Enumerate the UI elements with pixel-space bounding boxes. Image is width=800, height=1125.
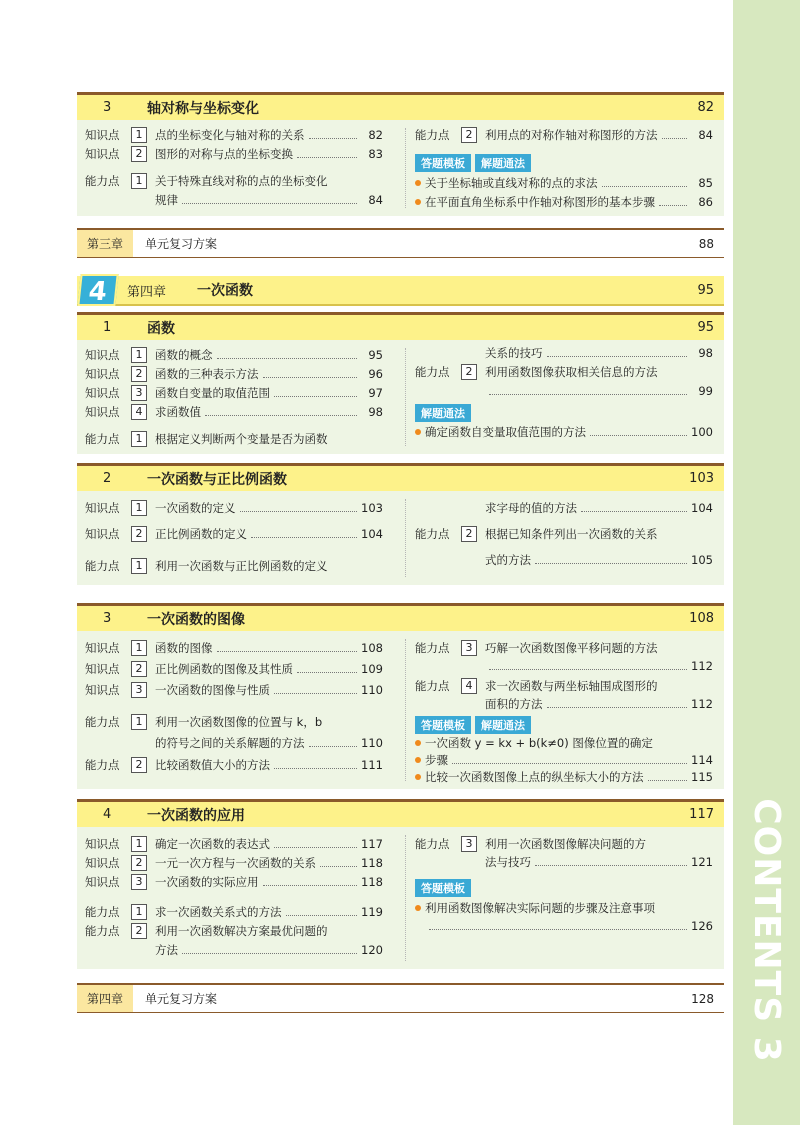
- method-badge: 解题通法: [475, 154, 531, 172]
- entry-page: 100: [691, 425, 713, 439]
- entry-number: 2: [131, 366, 147, 382]
- bullet-icon: [415, 905, 421, 911]
- entry-number: 1: [131, 347, 147, 363]
- leader-dots: [489, 394, 687, 395]
- entry-title: 点的坐标变化与轴对称的关系: [155, 128, 305, 142]
- leader-dots: [535, 865, 687, 866]
- chapter-label: 第三章: [77, 230, 133, 257]
- entry-type: 能力点: [85, 174, 120, 188]
- entry-type: 能力点: [415, 679, 450, 693]
- leader-dots: [217, 651, 358, 652]
- section-number: 2: [103, 471, 112, 486]
- bullet-icon: [415, 180, 421, 186]
- entry-title: 巧解一次函数图像平移问题的方法: [485, 641, 658, 655]
- entry-page: 111: [361, 758, 383, 772]
- leader-dots: [452, 763, 687, 764]
- section-page: 95: [697, 320, 714, 335]
- entry-page: 98: [698, 346, 713, 360]
- entry-type: 知识点: [85, 348, 120, 362]
- entry-type: 能力点: [415, 365, 450, 379]
- entry-title: 利用一次函数图像的位置与 k，b: [155, 715, 323, 729]
- entry-title: 一次函数 y = kx + b(k≠0) 图像位置的确定: [425, 736, 653, 750]
- entry-title: 步骤: [425, 753, 448, 767]
- entry-page: 85: [698, 176, 713, 190]
- entry-page: 110: [361, 736, 383, 750]
- entry-page: 104: [361, 527, 383, 541]
- entry-type: 能力点: [415, 527, 450, 541]
- leader-dots: [182, 203, 357, 204]
- leader-dots: [205, 415, 357, 416]
- bullet-icon: [415, 740, 421, 746]
- leader-dots: [581, 511, 687, 512]
- entry-page: 112: [691, 697, 713, 711]
- section-number: 3: [103, 100, 112, 115]
- contents-entry[interactable]: [85, 172, 383, 190]
- entry-type: 知识点: [85, 128, 120, 142]
- entry-title: 式的方法: [485, 553, 531, 567]
- entry-page: 119: [361, 905, 383, 919]
- contents-entry[interactable]: [415, 657, 713, 675]
- entry-number: 3: [131, 874, 147, 890]
- entry-page: 95: [368, 348, 383, 362]
- entry-page: 108: [361, 641, 383, 655]
- method-badges: [415, 404, 475, 422]
- entry-title: 利用一次函数解决方案最优问题的: [155, 924, 328, 938]
- entry-number: 1: [131, 714, 147, 730]
- entry-type: 知识点: [85, 501, 120, 515]
- contents-entry[interactable]: [85, 922, 383, 940]
- leader-dots: [263, 885, 358, 886]
- contents-entry[interactable]: [85, 681, 383, 699]
- contents-entry[interactable]: [85, 639, 383, 657]
- method-entry[interactable]: [415, 899, 713, 917]
- contents-entry[interactable]: [415, 126, 713, 144]
- entry-page: 120: [361, 943, 383, 957]
- section-title: 一次函数的图像: [147, 611, 245, 628]
- entry-title: 正比例函数的定义: [155, 527, 247, 541]
- contents-entry[interactable]: [85, 660, 383, 678]
- column-divider: [405, 348, 406, 446]
- section-page: 117: [689, 807, 714, 822]
- section-page: 108: [689, 611, 714, 626]
- entry-type: 知识点: [85, 837, 120, 851]
- section-body: [77, 120, 724, 216]
- section-header[interactable]: [77, 312, 724, 340]
- leader-dots: [659, 205, 687, 206]
- entry-type: 能力点: [85, 924, 120, 938]
- entry-type: 能力点: [85, 715, 120, 729]
- chapter-label: 第四章: [127, 284, 167, 300]
- leader-dots: [297, 672, 357, 673]
- entry-page: 117: [361, 837, 383, 851]
- entry-type: 知识点: [85, 527, 120, 541]
- method-badge: 解题通法: [415, 404, 471, 422]
- section-number: 1: [103, 320, 112, 335]
- contents-entry[interactable]: [415, 853, 713, 871]
- entry-title: 根据定义判断两个变量是否为函数: [155, 432, 328, 446]
- entry-page: 98: [368, 405, 383, 419]
- contents-entry[interactable]: [85, 557, 383, 575]
- section-header[interactable]: [77, 463, 724, 491]
- entry-number: 2: [131, 757, 147, 773]
- chapter-label: 第四章: [77, 985, 133, 1012]
- column-divider: [405, 835, 406, 961]
- leader-dots: [602, 186, 688, 187]
- leader-dots: [182, 953, 357, 954]
- entry-number: 1: [131, 500, 147, 516]
- entry-page: 103: [361, 501, 383, 515]
- method-entry[interactable]: [415, 423, 713, 441]
- column-divider: [405, 128, 406, 208]
- entry-title: 规律: [155, 193, 178, 207]
- chapter-number-badge: 4: [77, 274, 118, 306]
- method-entry[interactable]: [415, 751, 713, 769]
- contents-entry[interactable]: [85, 145, 383, 163]
- entry-type: 知识点: [85, 875, 120, 889]
- contents-entry[interactable]: [415, 835, 713, 853]
- entry-title: 求一次函数与两坐标轴围成图形的: [485, 679, 658, 693]
- entry-page: 83: [368, 147, 383, 161]
- contents-entry[interactable]: [415, 525, 713, 543]
- entry-page: 97: [368, 386, 383, 400]
- leader-dots: [320, 866, 357, 867]
- contents-entry[interactable]: [415, 551, 713, 569]
- entry-title: 确定一次函数的表达式: [155, 837, 270, 851]
- contents-entry[interactable]: [415, 382, 713, 400]
- leader-dots: [489, 669, 687, 670]
- leader-dots: [240, 511, 358, 512]
- entry-title: 一次函数的实际应用: [155, 875, 259, 889]
- chapter-review-entry[interactable]: [77, 983, 724, 1013]
- contents-entry[interactable]: [415, 695, 713, 713]
- leader-dots: [547, 356, 688, 357]
- leader-dots: [217, 358, 358, 359]
- entry-type: 能力点: [85, 432, 120, 446]
- contents-entry[interactable]: [85, 346, 383, 364]
- entry-title: 一次函数的定义: [155, 501, 236, 515]
- column-divider: [405, 499, 406, 577]
- contents-entry[interactable]: [85, 126, 383, 144]
- entry-title: 的符号之间的关系解题的方法: [155, 736, 305, 750]
- leader-dots: [535, 563, 687, 564]
- contents-text: CONTENTS 3: [745, 798, 787, 1063]
- section-title: 函数: [147, 320, 175, 337]
- entry-type: 知识点: [85, 367, 120, 381]
- contents-side-label: [736, 798, 796, 1063]
- entry-page: 126: [691, 919, 713, 933]
- leader-dots: [309, 746, 358, 747]
- section-body: [77, 491, 724, 585]
- entry-title: 函数的图像: [155, 641, 213, 655]
- entry-title: 利用一次函数与正比例函数的定义: [155, 559, 328, 573]
- entry-type: 知识点: [85, 662, 120, 676]
- entry-title: 法与技巧: [485, 855, 531, 869]
- entry-title: 关于坐标轴或直线对称的点的求法: [425, 176, 598, 190]
- contents-entry[interactable]: [85, 430, 383, 448]
- section-page: 82: [697, 100, 714, 115]
- entry-number: 2: [131, 526, 147, 542]
- entry-page: 104: [691, 501, 713, 515]
- contents-entry[interactable]: [85, 191, 383, 209]
- entry-title: 正比例函数的图像及其性质: [155, 662, 293, 676]
- entry-type: 知识点: [85, 147, 120, 161]
- entry-number: 4: [461, 678, 477, 694]
- entry-number: 2: [461, 364, 477, 380]
- contents-entry[interactable]: [85, 941, 383, 959]
- method-entry[interactable]: [415, 734, 713, 752]
- entry-type: 知识点: [85, 641, 120, 655]
- bullet-icon: [415, 774, 421, 780]
- column-divider: [405, 639, 406, 781]
- chapter-page: 95: [697, 282, 714, 298]
- chapter-review-page: 88: [698, 236, 714, 251]
- entry-title: 求函数值: [155, 405, 201, 419]
- entry-type: 能力点: [85, 559, 120, 573]
- contents-entry[interactable]: [415, 499, 713, 517]
- entry-title: 关系的技巧: [485, 346, 543, 360]
- entry-title: 函数自变量的取值范围: [155, 386, 270, 400]
- entry-number: 3: [131, 385, 147, 401]
- section-header[interactable]: [77, 92, 724, 120]
- entry-title: 关于特殊直线对称的点的坐标变化: [155, 174, 328, 188]
- entry-page: 115: [691, 770, 713, 784]
- entry-type: 知识点: [85, 856, 120, 870]
- leader-dots: [274, 768, 357, 769]
- chapter-review-title: 单元复习方案: [145, 992, 218, 1006]
- entry-title: 比较函数值大小的方法: [155, 758, 270, 772]
- leader-dots: [662, 138, 688, 139]
- entry-title: 利用点的对称作轴对称图形的方法: [485, 128, 658, 142]
- entry-page: 118: [361, 875, 383, 889]
- entry-page: 96: [368, 367, 383, 381]
- entry-number: 2: [131, 146, 147, 162]
- entry-number: 2: [461, 127, 477, 143]
- entry-title: 利用一次函数图像解决问题的方: [485, 837, 646, 851]
- leader-dots: [251, 537, 357, 538]
- contents-entry[interactable]: [415, 344, 713, 362]
- leader-dots: [547, 707, 688, 708]
- leader-dots: [274, 847, 357, 848]
- section-header[interactable]: [77, 603, 724, 631]
- entry-type: 能力点: [415, 128, 450, 142]
- entry-number: 1: [131, 904, 147, 920]
- method-badge: 答题模板: [415, 879, 471, 897]
- method-entry[interactable]: [415, 768, 713, 786]
- entry-page: 114: [691, 753, 713, 767]
- entry-page: 110: [361, 683, 383, 697]
- entry-title: 根据已知条件列出一次函数的关系: [485, 527, 658, 541]
- section-number: 3: [103, 611, 112, 626]
- entry-page: 84: [368, 193, 383, 207]
- contents-entry[interactable]: [85, 499, 383, 517]
- leader-dots: [309, 138, 358, 139]
- entry-type: 知识点: [85, 683, 120, 697]
- section-number: 4: [103, 807, 112, 822]
- leader-dots: [263, 377, 358, 378]
- method-badge: 答题模板: [415, 154, 471, 172]
- method-entry[interactable]: [415, 193, 713, 211]
- contents-entry[interactable]: [85, 384, 383, 402]
- bullet-icon: [415, 757, 421, 763]
- entry-title: 求一次函数关系式的方法: [155, 905, 282, 919]
- entry-title: 面积的方法: [485, 697, 543, 711]
- entry-number: 3: [461, 640, 477, 656]
- entry-page: 118: [361, 856, 383, 870]
- method-badges: [415, 879, 475, 897]
- contents-entry[interactable]: [85, 403, 383, 421]
- method-entry[interactable]: [415, 174, 713, 192]
- method-badge: 答题模板: [415, 716, 471, 734]
- entry-title: 求字母的值的方法: [485, 501, 577, 515]
- contents-entry[interactable]: [85, 756, 383, 774]
- entry-number: 3: [461, 836, 477, 852]
- entry-number: 2: [131, 661, 147, 677]
- contents-entry[interactable]: [85, 873, 383, 891]
- method-badges: [415, 154, 535, 172]
- method-badge: 解题通法: [475, 716, 531, 734]
- entry-type: 能力点: [415, 837, 450, 851]
- section-title: 一次函数的应用: [147, 807, 245, 824]
- contents-entry[interactable]: [415, 363, 713, 381]
- entry-title: 一元一次方程与一次函数的关系: [155, 856, 316, 870]
- bullet-icon: [415, 429, 421, 435]
- chapter-title: 一次函数: [197, 283, 253, 299]
- chapter-review-page: 128: [691, 991, 714, 1006]
- section-body: [77, 631, 724, 789]
- entry-number: 1: [131, 836, 147, 852]
- contents-entry[interactable]: [85, 854, 383, 872]
- entry-page: 84: [698, 128, 713, 142]
- leader-dots: [590, 435, 687, 436]
- section-page: 103: [689, 471, 714, 486]
- chapter-header[interactable]: [77, 276, 724, 306]
- entry-title: 比较一次函数图像上点的纵坐标大小的方法: [425, 770, 644, 784]
- entry-page: 82: [368, 128, 383, 142]
- entry-page: 99: [698, 384, 713, 398]
- entry-number: 3: [131, 682, 147, 698]
- entry-page: 105: [691, 553, 713, 567]
- section-body: [77, 827, 724, 969]
- entry-number: 1: [131, 431, 147, 447]
- entry-number: 2: [131, 923, 147, 939]
- entry-page: 112: [691, 659, 713, 673]
- contents-entry[interactable]: [85, 713, 383, 731]
- entry-type: 知识点: [85, 386, 120, 400]
- method-badges: [415, 716, 535, 734]
- entry-page: 109: [361, 662, 383, 676]
- contents-entry[interactable]: [415, 639, 713, 657]
- bullet-icon: [415, 199, 421, 205]
- entry-title: 函数的三种表示方法: [155, 367, 259, 381]
- entry-type: 能力点: [85, 758, 120, 772]
- entry-number: 1: [131, 127, 147, 143]
- entry-page: 86: [698, 195, 713, 209]
- leader-dots: [429, 929, 687, 930]
- contents-entry[interactable]: [85, 903, 383, 921]
- section-header[interactable]: [77, 799, 724, 827]
- entry-type: 知识点: [85, 405, 120, 419]
- entry-number: 1: [131, 173, 147, 189]
- entry-title: 利用函数图像获取相关信息的方法: [485, 365, 658, 379]
- contents-entry[interactable]: [85, 835, 383, 853]
- chapter-review-title: 单元复习方案: [145, 237, 218, 251]
- section-body: [77, 340, 724, 454]
- entry-number: 2: [131, 855, 147, 871]
- chapter-review-entry[interactable]: [77, 228, 724, 258]
- entry-number: 1: [131, 640, 147, 656]
- entry-title: 方法: [155, 943, 178, 957]
- leader-dots: [297, 157, 357, 158]
- contents-entry[interactable]: [85, 525, 383, 543]
- section-title: 轴对称与坐标变化: [147, 100, 259, 117]
- leader-dots: [286, 915, 358, 916]
- entry-number: 2: [461, 526, 477, 542]
- entry-page: 121: [691, 855, 713, 869]
- entry-title: 在平面直角坐标系中作轴对称图形的基本步骤: [425, 195, 655, 209]
- method-entry[interactable]: [415, 917, 713, 935]
- leader-dots: [274, 396, 357, 397]
- entry-type: 能力点: [85, 905, 120, 919]
- entry-number: 1: [131, 558, 147, 574]
- contents-entry[interactable]: [85, 734, 383, 752]
- entry-type: 能力点: [415, 641, 450, 655]
- entry-title: 函数的概念: [155, 348, 213, 362]
- entry-title: 确定函数自变量取值范围的方法: [425, 425, 586, 439]
- entry-title: 图形的对称与点的坐标变换: [155, 147, 293, 161]
- contents-entry[interactable]: [415, 677, 713, 695]
- section-title: 一次函数与正比例函数: [147, 471, 287, 488]
- entry-number: 4: [131, 404, 147, 420]
- leader-dots: [274, 693, 357, 694]
- leader-dots: [648, 780, 688, 781]
- contents-entry[interactable]: [85, 365, 383, 383]
- entry-title: 一次函数的图像与性质: [155, 683, 270, 697]
- entry-title: 利用函数图像解决实际问题的步骤及注意事项: [425, 901, 655, 915]
